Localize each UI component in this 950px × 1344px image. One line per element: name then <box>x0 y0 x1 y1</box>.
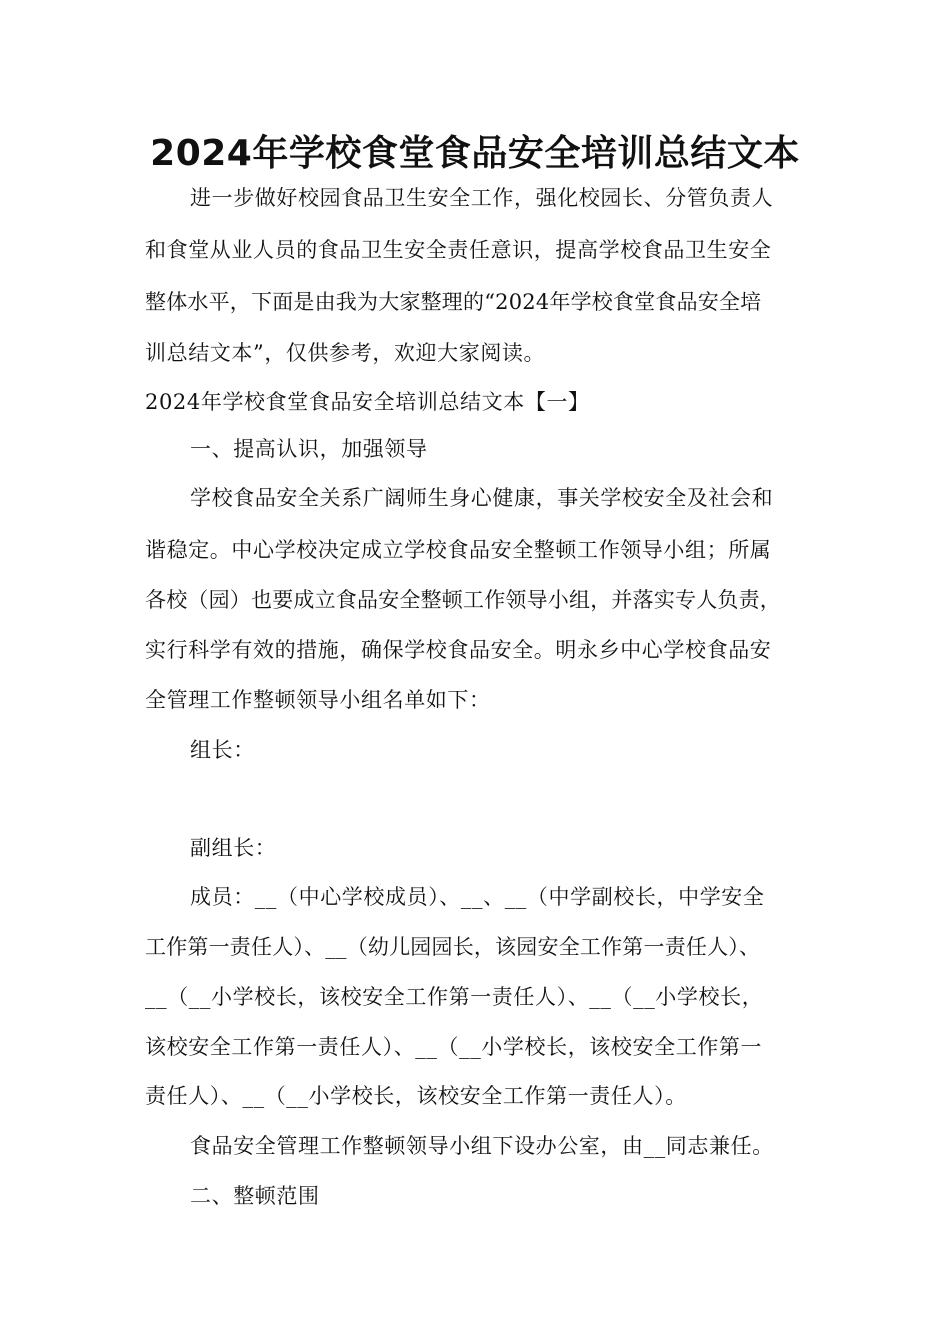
document-title: 2024年学校食堂食品安全培训总结文本 <box>150 133 800 174</box>
paragraph-line: 全管理工作整顿领导小组名单如下： <box>145 688 491 712</box>
section-subheading: 一、提高认识，加强领导 <box>190 437 428 461</box>
leader-label: 组长： <box>190 738 255 762</box>
section-heading: 2024年学校食堂食品安全培训总结文本【一】 <box>145 390 590 414</box>
paragraph-line: 进一步做好校园食品卫生安全工作，强化校园长、分管负责人 <box>190 186 774 210</box>
paragraph-line: 学校食品安全关系广阔师生身心健康，事关学校安全及社会和 <box>190 486 774 510</box>
members-line: 工作第一责任人）、__（幼儿园园长，该园安全工作第一责任人）、 <box>145 935 761 959</box>
members-line: __（__小学校长，该校安全工作第一责任人）、__（__小学校长， <box>145 985 764 1009</box>
paragraph-line: 和食堂从业人员的食品卫生安全责任意识，提高学校食品卫生安全 <box>145 238 772 262</box>
paragraph-line: 谐稳定。中心学校决定成立学校食品安全整顿工作领导小组；所属 <box>145 538 772 562</box>
paragraph-line: 各校（园）也要成立食品安全整顿工作领导小组，并落实专人负责， <box>145 588 781 612</box>
deputy-leader-label: 副组长： <box>190 836 277 860</box>
paragraph-line: 整体水平，下面是由我为大家整理的“2024年学校食堂食品安全培 <box>145 290 762 314</box>
paragraph-line: 食品安全管理工作整顿领导小组下设办公室，由__同志兼任。 <box>190 1134 774 1158</box>
members-line: 该校安全工作第一责任人）、__（__小学校长，该校安全工作第一 <box>145 1035 763 1059</box>
paragraph-line: 训总结文本”，仅供参考，欢迎大家阅读。 <box>145 341 546 365</box>
section-subheading: 二、整顿范围 <box>190 1184 320 1208</box>
members-line: 成员：__（中心学校成员）、__、__（中学副校长，中学安全 <box>190 885 765 909</box>
members-line: 责任人）、__（__小学校长，该校安全工作第一责任人）。 <box>145 1084 687 1108</box>
paragraph-line: 实行科学有效的措施，确保学校食品安全。明永乡中心学校食品安 <box>145 638 772 662</box>
